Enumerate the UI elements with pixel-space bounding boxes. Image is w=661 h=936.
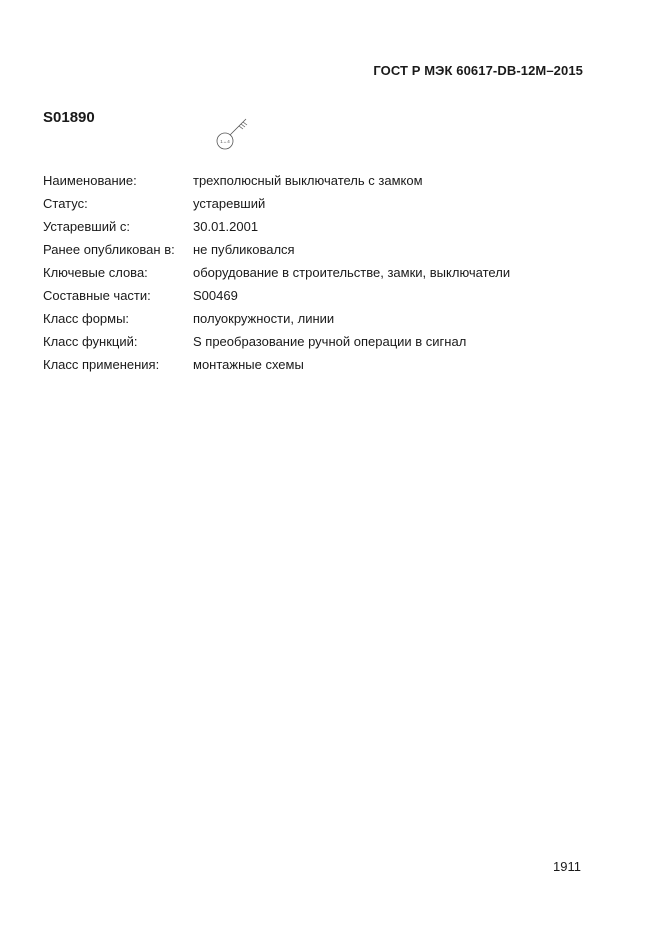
property-row-obsolete-since [43, 218, 510, 241]
property-label: Класс функций: [43, 334, 138, 349]
property-label: Наименование: [43, 173, 137, 188]
property-label: Класс формы: [43, 311, 130, 326]
property-value: оборудование в строительстве, замки, выключатели [193, 265, 511, 280]
property-value: трехполюсный выключатель с замком [193, 173, 423, 188]
property-label: Ранее опубликован в: [43, 242, 175, 257]
property-value: полуокружности, линии [193, 311, 335, 326]
standard-code: ГОСТ Р МЭК 60617-DB-12M–2015 [373, 63, 583, 78]
property-row-status [43, 195, 510, 218]
symbol-id: S01890 [43, 109, 95, 126]
property-label: Статус: [43, 196, 88, 211]
property-value: монтажные схемы [193, 357, 304, 372]
property-row-previously-published [43, 241, 510, 264]
property-value: не публиковался [193, 242, 295, 257]
page-number: 1911 [553, 859, 581, 874]
property-row-application-class [43, 356, 510, 379]
properties-list [43, 172, 510, 379]
property-row-shape-class [43, 310, 510, 333]
property-value: устаревший [193, 196, 266, 211]
property-label: Класс применения: [43, 357, 160, 372]
property-row-keywords [43, 264, 510, 287]
property-value: S00469 [193, 288, 238, 303]
property-row-function-class [43, 333, 510, 356]
property-value: 30.01.2001 [193, 219, 259, 234]
property-label: Составные части: [43, 288, 151, 303]
property-row-name [43, 172, 510, 195]
symbol-inner-label: 1↔4 [220, 139, 230, 144]
property-label: Ключевые слова: [43, 265, 148, 280]
property-value: S преобразование ручной операции в сигнал [193, 334, 467, 349]
property-label: Устаревший с: [43, 219, 130, 234]
property-row-components [43, 287, 510, 310]
switch-symbol-graphic [212, 114, 252, 150]
